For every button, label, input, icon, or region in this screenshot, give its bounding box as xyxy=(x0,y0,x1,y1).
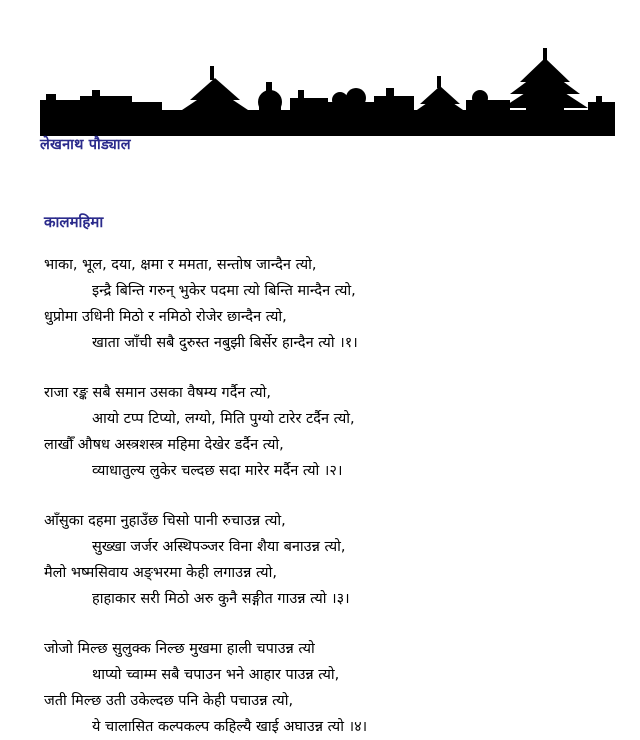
poem-line: इन्द्रै बिन्ति गरुन् भुकेर पदमा त्यो बिन्ति मान्दैन त्यो, xyxy=(92,283,356,299)
kathmandu-skyline-silhouette xyxy=(40,48,615,136)
stanza xyxy=(44,636,604,740)
poem-line: खाता जाँची सबै दुरुस्त नबुझी बिर्सेर हान्दैन त्यो ।१। xyxy=(92,335,358,351)
poem-line: आँसुका दहमा नुहाउँछ चिसो पानी रुचाउन्न त्यो, xyxy=(44,513,286,529)
poem-line: जोजो मिल्छ सुलुक्क निल्छ मुखमा हाली चपाउन्न त्यो xyxy=(44,641,315,657)
poem-line: सुख्खा जर्जर अस्थिपञ्जर विना शैया बनाउन्न त्यो, xyxy=(92,539,346,555)
poem-line: ये चालासित कल्पकल्प कहिल्यै खाई अघाउन्न त्यो ।४। xyxy=(92,719,368,735)
poem-body xyxy=(44,252,604,740)
stanza xyxy=(44,252,604,356)
stanza xyxy=(44,508,604,612)
poem-line: हाहाकार सरी मिठो अरु कुनै सङ्गीत गाउन्न त्यो ।३। xyxy=(92,591,350,607)
stanza xyxy=(44,380,604,484)
poem-line: भाका, भूल, दया, क्षमा र ममता, सन्तोष जान्दैन त्यो, xyxy=(44,257,317,273)
poem-line: मैलो भष्मसिवाय अङ्भरमा केही लगाउन्न त्यो, xyxy=(44,565,277,581)
poem-line: थाप्यो च्वाम्म सबै चपाउन भने आहार पाउन्न त्यो, xyxy=(92,667,340,683)
author-name: लेखनाथ पौड्याल xyxy=(40,137,131,153)
page-title: कालमहिमा xyxy=(44,213,104,231)
poem-line: राजा रङ्क सबै समान उसका वैषम्य गर्दैन त्यो, xyxy=(44,385,272,401)
poem-line: धुप्रोमा उधिनी मिठो र नमिठो रोजेर छान्दैन त्यो, xyxy=(44,309,287,325)
skyline-graphic xyxy=(40,48,615,136)
poem-line: लाखौँ औषध अस्त्रशस्त्र महिमा देखेर डर्दैन त्यो, xyxy=(44,437,284,453)
poem-line: आयो टप्प टिप्यो, लग्यो, मिति पुग्यो टारेर टर्दैन त्यो, xyxy=(92,411,355,427)
poem-line: जती मिल्छ उती उकेल्दछ पनि केही पचाउन्न त्यो, xyxy=(44,693,294,709)
poem-line: व्याधातुल्य लुकेर चल्दछ सदा मारेर मर्दैन त्यो ।२। xyxy=(92,463,343,479)
